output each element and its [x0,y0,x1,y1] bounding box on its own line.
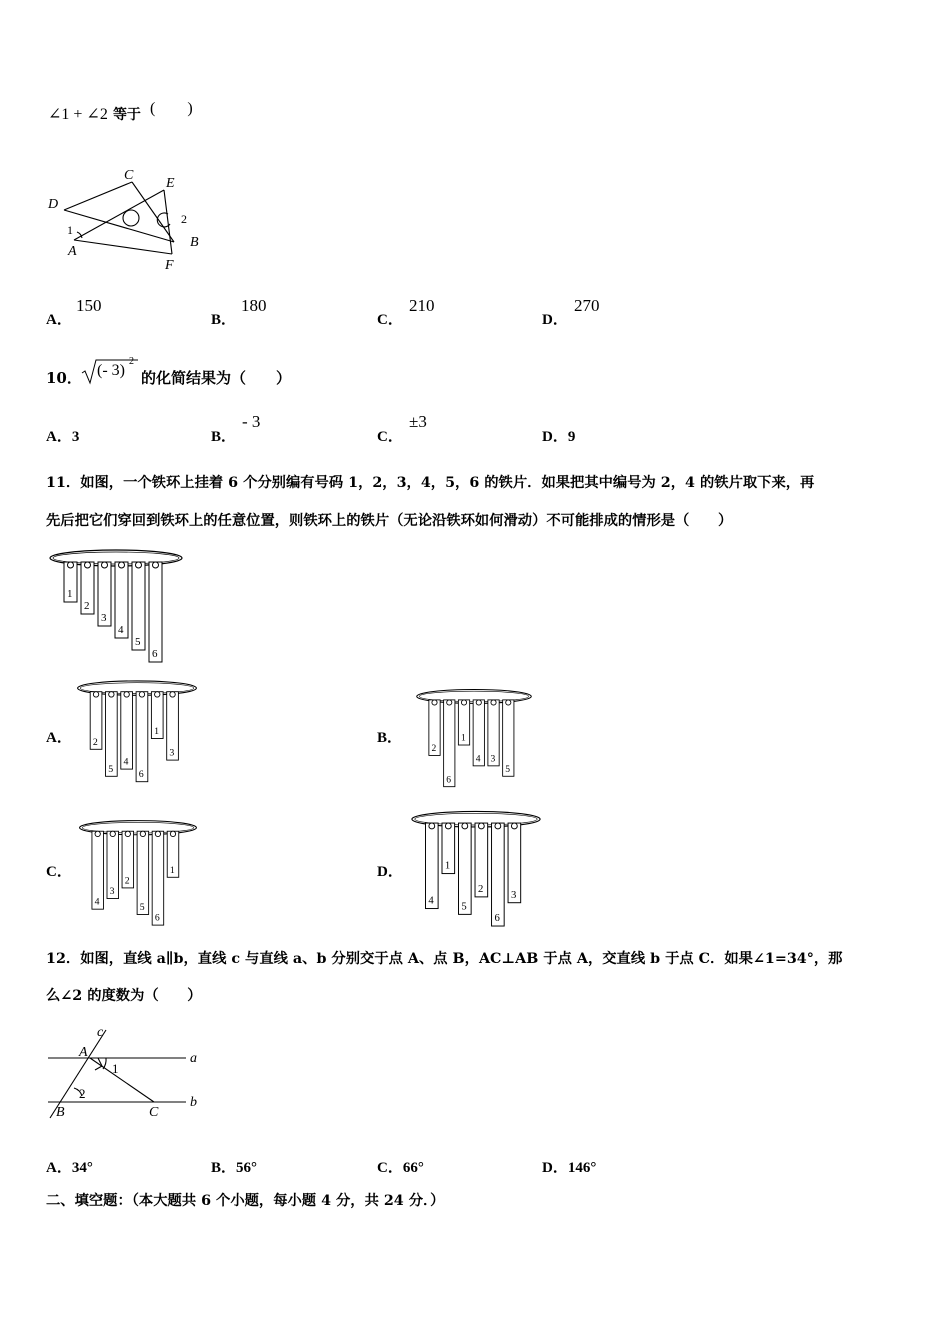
iron-tag-1 [151,692,163,739]
iron-tag-hole [110,831,115,836]
iron-tag-number: 5 [139,902,145,914]
q9-line-CB [132,182,174,242]
q9-label-E: E [166,176,175,191]
iron-tag-plate [136,692,148,782]
iron-tag-5 [132,562,145,650]
q9-option-b-label: B． [211,312,237,328]
q12-label-a: a [190,1051,197,1066]
iron-tag-3 [167,692,179,760]
q11-option-c-figure[interactable] [76,816,200,924]
iron-tag-hole [432,700,437,705]
iron-tag-hole [170,831,175,836]
iron-tag-number: 2 [431,743,437,755]
q9-line-AE [74,190,164,240]
q9-paren: ( ) [150,100,193,117]
iron-tag-hole [445,823,451,829]
iron-tag-number: 4 [428,894,434,907]
iron-tag-5 [137,831,149,914]
q10-option-c-value: ±3 [409,412,427,431]
iron-tag-number: 3 [101,612,107,624]
iron-tag-number: 2 [92,736,98,748]
iron-tag-4 [473,700,484,766]
q12-label-2: 2 [79,1086,86,1101]
iron-tag-plate [149,562,162,662]
iron-tag-hole [95,831,100,836]
q10-radicand: (- 3) [97,362,125,379]
q11-stem-line2: 先后把它们穿回到铁环上的任意位置，则铁环上的铁片（无论沿铁环如何滑动）不可能排成的情形是（ ） [46,513,733,529]
q12-line-AC [90,1058,154,1102]
q9-figure [44,162,214,272]
q10-option-d-label: D． [542,429,568,445]
iron-tag-3 [488,700,499,766]
iron-tag-number: 6 [446,774,451,786]
iron-tag-6 [136,692,148,782]
iron-tag-hole [506,700,511,705]
iron-tag-plate [492,823,505,926]
iron-tag-number: 3 [169,747,175,759]
iron-tag-2 [429,700,440,756]
q12-option-c-value: 66° [402,1160,424,1176]
iron-tag-1 [64,562,77,602]
q9-option-a-label: A． [46,312,72,328]
q12-option-d-value: 146° [567,1160,597,1176]
q9-center-circle [123,210,139,226]
iron-tag-hole [139,692,144,697]
iron-tag-plate [152,831,164,925]
q10-option-a-value: 3 [71,429,80,445]
iron-tag-hole [102,562,108,568]
iron-tag-hole [511,823,517,829]
iron-tag-number: 1 [154,726,160,737]
iron-tag-hole [491,700,496,705]
q10-option-a[interactable] [46,425,79,446]
q10-option-d[interactable] [542,425,575,446]
q9-option-d-value: 270 [574,296,600,315]
q11-option-b-figure[interactable] [404,686,544,786]
iron-tag-number: 2 [124,875,130,887]
iron-tag-2 [90,692,102,750]
q10-exponent: 2 [129,356,134,367]
iron-tag-3 [508,823,521,903]
q10-option-d-value: 9 [567,429,576,445]
iron-tag-hole [125,831,130,836]
iron-tag-hole [447,700,452,705]
iron-tag-hole [155,831,160,836]
iron-tag-number: 4 [94,896,100,908]
iron-tag-3 [107,831,119,898]
iron-tag-hole [85,562,91,568]
iron-tag-hole [124,692,129,697]
iron-tag-hole [155,692,160,697]
q12-angle1-arc [103,1058,106,1069]
iron-tag-number: 6 [494,912,500,925]
q12-label-B: B [56,1105,65,1120]
iron-tag-6 [149,562,162,662]
q9-stem-math: ∠1 + ∠2 [48,106,108,123]
q12-option-d[interactable] [542,1156,596,1177]
q11-option-b-label[interactable]: B． [377,730,403,746]
iron-tag-number: 2 [84,600,90,612]
iron-tag-2 [475,823,488,897]
q11-option-a-label[interactable]: A． [46,730,72,746]
q11-option-c-label[interactable]: C． [46,864,72,880]
q12-option-b-label: B． [211,1160,237,1176]
q9-line-AF [74,240,172,254]
q9-label-2: 2 [181,212,187,226]
iron-tag-number: 1 [67,588,73,600]
q12-option-b-value: 56° [236,1160,258,1176]
iron-tag-4 [425,823,438,908]
iron-tag-6 [444,700,455,787]
q12-stem-line1: 12．如图，直线 a∥b，直线 c 与直线 a、b 分别交于点 A、点 B，AC⊥AB 于点 A，交直线 b 于点 C．如果∠1=34°，那 [46,951,843,967]
q12-option-c-label: C． [377,1160,403,1176]
q12-option-d-label: D． [542,1160,568,1176]
iron-tag-hole [119,562,125,568]
q10-option-a-label: A． [46,429,72,445]
iron-tag-hole [68,562,74,568]
iron-tag-1 [442,823,455,874]
q12-option-a[interactable] [46,1156,93,1177]
iron-tag-number: 4 [123,756,129,768]
q11-stem-line1: 11．如图，一个铁环上挂着 6 个分别编有号码 1，2，3，4，5，6 的铁片．如果把其中编号为 2，4 的铁片取下来，再 [46,475,815,491]
iron-tag-number: 5 [135,636,141,648]
iron-tag-3 [98,562,111,626]
q9-stem-text: 等于 [112,107,141,123]
q9-label-B: B [190,235,199,250]
iron-tag-hole [109,692,114,697]
q9-line-EF [164,190,172,254]
q12-option-b[interactable] [211,1156,257,1177]
iron-tag-5 [106,692,118,777]
q9-label-C: C [124,168,134,183]
iron-tag-number: 3 [109,886,115,898]
q11-original-figure [46,546,186,660]
iron-tag-hole [476,700,481,705]
iron-tag-number: 5 [108,763,114,775]
q12-option-c[interactable] [377,1156,424,1177]
q9-stem [48,104,141,124]
q11-option-d-label[interactable]: D． [377,864,403,880]
q12-figure [44,1022,208,1122]
q9-option-a-value: 150 [76,296,102,315]
q10-option-b-label: B． [211,429,237,445]
iron-tag-number: 3 [490,753,496,765]
q9-option-c-label: C． [377,312,403,328]
iron-tag-number: 4 [475,753,481,765]
iron-tag-number: 6 [152,648,158,660]
iron-tag-hole [170,692,175,697]
iron-tag-number: 6 [138,769,144,781]
q9-option-c-value: 210 [409,296,435,315]
iron-tag-hole [478,823,484,829]
iron-tag-2 [122,831,134,888]
iron-tag-hole [429,823,435,829]
iron-tag-2 [81,562,94,614]
iron-tag-5 [459,823,472,914]
iron-tag-hole [495,823,501,829]
iron-tag-hole [462,823,468,829]
iron-tag-number: 5 [505,763,511,775]
iron-tag-number: 4 [118,624,124,636]
iron-tag-5 [503,700,514,776]
q9-option-d-label: D． [542,312,568,328]
q12-stem-line2: 么∠2 的度数为（ ） [46,988,202,1004]
q10-stem-text: 的化简结果为（ ） [141,369,292,387]
iron-tag-1 [167,831,179,877]
q9-label-F: F [165,258,174,273]
iron-tag-number: 1 [169,864,175,876]
iron-tag-hole [153,562,159,568]
q12-option-a-value: 34° [71,1160,93,1176]
iron-tag-1 [458,700,469,745]
iron-tag-4 [92,831,104,909]
q12-label-1: 1 [112,1061,119,1076]
iron-tag-6 [492,823,505,926]
q9-label-D: D [48,197,59,212]
q12-label-c: c [97,1025,104,1040]
iron-tag-number: 3 [510,888,517,901]
iron-tag-4 [115,562,128,638]
q9-label-A: A [68,244,77,259]
iron-tag-number: 5 [461,900,467,913]
q11-option-d-figure[interactable] [408,806,544,925]
q10-number: 10． [46,369,82,387]
iron-tag-6 [152,831,164,925]
iron-tag-4 [121,692,133,769]
iron-tag-hole [461,700,466,705]
q12-label-C: C [149,1105,159,1120]
q9-label-1: 1 [67,223,73,237]
q12-label-A: A [79,1045,88,1060]
q9-option-b-value: 180 [241,296,267,315]
q12-label-b: b [190,1095,197,1110]
iron-tag-number: 1 [460,732,466,744]
iron-tag-number: 6 [154,912,160,924]
q11-option-a-figure[interactable] [74,674,200,781]
iron-tag-hole [136,562,142,568]
q12-option-a-label: A． [46,1160,72,1176]
iron-tag-number: 1 [444,859,451,872]
iron-tag-hole [93,692,98,697]
section2-title: 二、填空题：（本大题共 6 个小题，每小题 4 分，共 24 分．） [46,1193,445,1209]
iron-tag-number: 2 [477,883,484,896]
q10-option-c-label: C． [377,429,403,445]
q9-line-DC [64,182,132,210]
q10-option-b-value: - 3 [242,412,261,431]
iron-tag-hole [140,831,145,836]
